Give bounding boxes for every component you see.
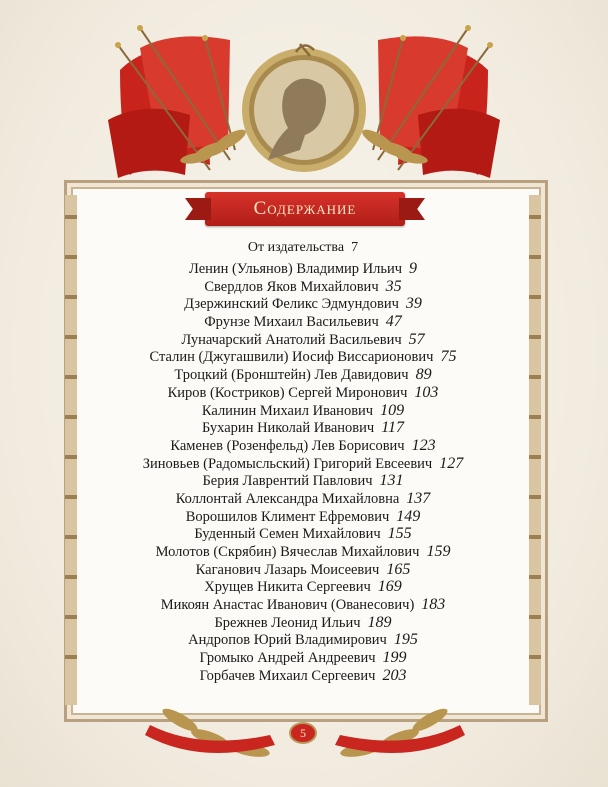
toc-entry-name: Бухарин Николай Иванович [201, 420, 375, 437]
toc-entry-page: 137 [406, 489, 431, 507]
toc-entry-name: Луначарский Анатолий Васильевич [181, 331, 402, 348]
toc-entry-page: 131 [379, 472, 404, 490]
toc-entry-name: Ворошилов Климент Ефремович [185, 508, 390, 525]
toc-entry[interactable] [80, 455, 526, 473]
left-flags-icon [108, 25, 235, 178]
page-number: 5 [291, 724, 315, 742]
toc-entry-page: 169 [377, 578, 402, 596]
toc-entry[interactable] [80, 525, 526, 543]
toc-entry[interactable] [80, 402, 526, 420]
toc-entry[interactable] [80, 437, 526, 455]
toc-entry[interactable] [80, 384, 526, 402]
toc-entry[interactable] [80, 331, 526, 349]
right-pillar-decoration [526, 195, 544, 705]
toc-entry[interactable] [80, 278, 526, 296]
page-title: Содержание [253, 198, 357, 219]
toc-entry[interactable] [80, 578, 526, 596]
toc-entry[interactable] [80, 561, 526, 579]
toc-entry[interactable] [80, 366, 526, 384]
toc-entry-page: 189 [367, 613, 392, 631]
toc-entry[interactable] [80, 260, 526, 278]
toc-entry[interactable] [80, 543, 526, 561]
toc-entry-name: Микоян Анастас Иванович (Ованесович) [160, 597, 415, 614]
toc-entry-page: 35 [385, 277, 402, 295]
toc-entry-page: 127 [439, 454, 464, 472]
toc-entry-page: 159 [426, 543, 451, 560]
toc-entry-page: 7 [351, 240, 359, 255]
toc-entry-page: 103 [414, 383, 439, 401]
toc-entry-page: 57 [408, 330, 425, 348]
toc-entry-page: 9 [409, 260, 418, 277]
toc-entry[interactable] [80, 419, 526, 437]
toc-entry[interactable] [80, 238, 526, 260]
toc-entry-name: Сталин (Джугашвили) Иосиф Виссарионович [149, 349, 434, 366]
toc-entry-page: 155 [387, 525, 412, 543]
toc-entry[interactable] [80, 508, 526, 526]
toc-entry[interactable] [80, 348, 526, 366]
toc-entry-name: Брежнев Леонид Ильич [214, 614, 361, 631]
toc-entry-page: 199 [382, 649, 407, 667]
toc-entry[interactable] [80, 631, 526, 649]
toc-entry-name: Молотов (Скрябин) Вячеслав Михайлович [155, 544, 420, 560]
toc-entry-name: Громыко Андрей Андреевич [199, 650, 376, 667]
toc-entry-page: 89 [415, 366, 432, 384]
toc-entry-name: Зиновьев (Радомысльский) Григорий Евсеевич [142, 455, 433, 472]
toc-entry[interactable] [80, 295, 526, 313]
toc-entry-name: Буденный Семен Михайлович [194, 526, 381, 543]
toc-entry-name: Каменев (Розенфельд) Лев Борисович [170, 437, 405, 454]
toc-entry-page: 39 [405, 295, 422, 313]
portrait-medallion-icon [242, 48, 366, 172]
toc-entry-page: 165 [386, 560, 411, 578]
toc-entry-name: Дзержинский Феликс Эдмундович [184, 296, 399, 313]
toc-entry-name: Каганович Лазарь Моисеевич [195, 561, 380, 578]
toc-entry-name: Берия Лаврентий Павлович [202, 473, 373, 490]
toc-entry-name: От издательства [247, 240, 345, 255]
toc-entry-name: Троцкий (Бронштейн) Лев Давидович [174, 367, 409, 384]
toc-entry-page: 203 [382, 666, 407, 684]
title-ribbon [205, 192, 405, 226]
toc-entry[interactable] [80, 313, 526, 331]
toc-entry-page: 183 [421, 596, 446, 614]
toc-entry[interactable] [80, 596, 526, 614]
toc-entry-page: 75 [440, 348, 457, 366]
toc-entry-page: 149 [396, 507, 421, 525]
toc-entry[interactable] [80, 472, 526, 490]
top-decoration [0, 0, 608, 200]
toc-entry-name: Киров (Костриков) Сергей Миронович [167, 384, 408, 401]
toc-entry-page: 117 [381, 419, 405, 437]
toc-entry[interactable] [80, 614, 526, 632]
toc-entry-name: Коллонтай Александра Михайловна [175, 490, 400, 507]
toc-entry[interactable] [80, 490, 526, 508]
toc-entry-page: 47 [385, 313, 402, 331]
toc-entry-page: 109 [380, 401, 405, 419]
left-pillar-decoration [62, 195, 80, 705]
toc-entry-page: 123 [411, 436, 436, 454]
right-flags-icon [373, 25, 500, 178]
toc-entry-name: Калинин Михаил Иванович [201, 402, 374, 419]
toc-entry-name: Ленин (Ульянов) Владимир Ильич [188, 261, 403, 277]
toc-entry-name: Фрунзе Михаил Васильевич [204, 314, 379, 331]
toc-entry-page: 195 [393, 631, 418, 649]
toc-entry[interactable] [80, 649, 526, 667]
toc-entry-name: Горбачев Михаил Сергеевич [199, 667, 376, 684]
toc-entry-name: Хрущев Никита Сергеевич [204, 579, 371, 596]
toc-entry-name: Свердлов Яков Михайлович [204, 278, 379, 295]
table-of-contents [80, 238, 526, 685]
toc-entry-name: Андропов Юрий Владимирович [188, 632, 387, 649]
